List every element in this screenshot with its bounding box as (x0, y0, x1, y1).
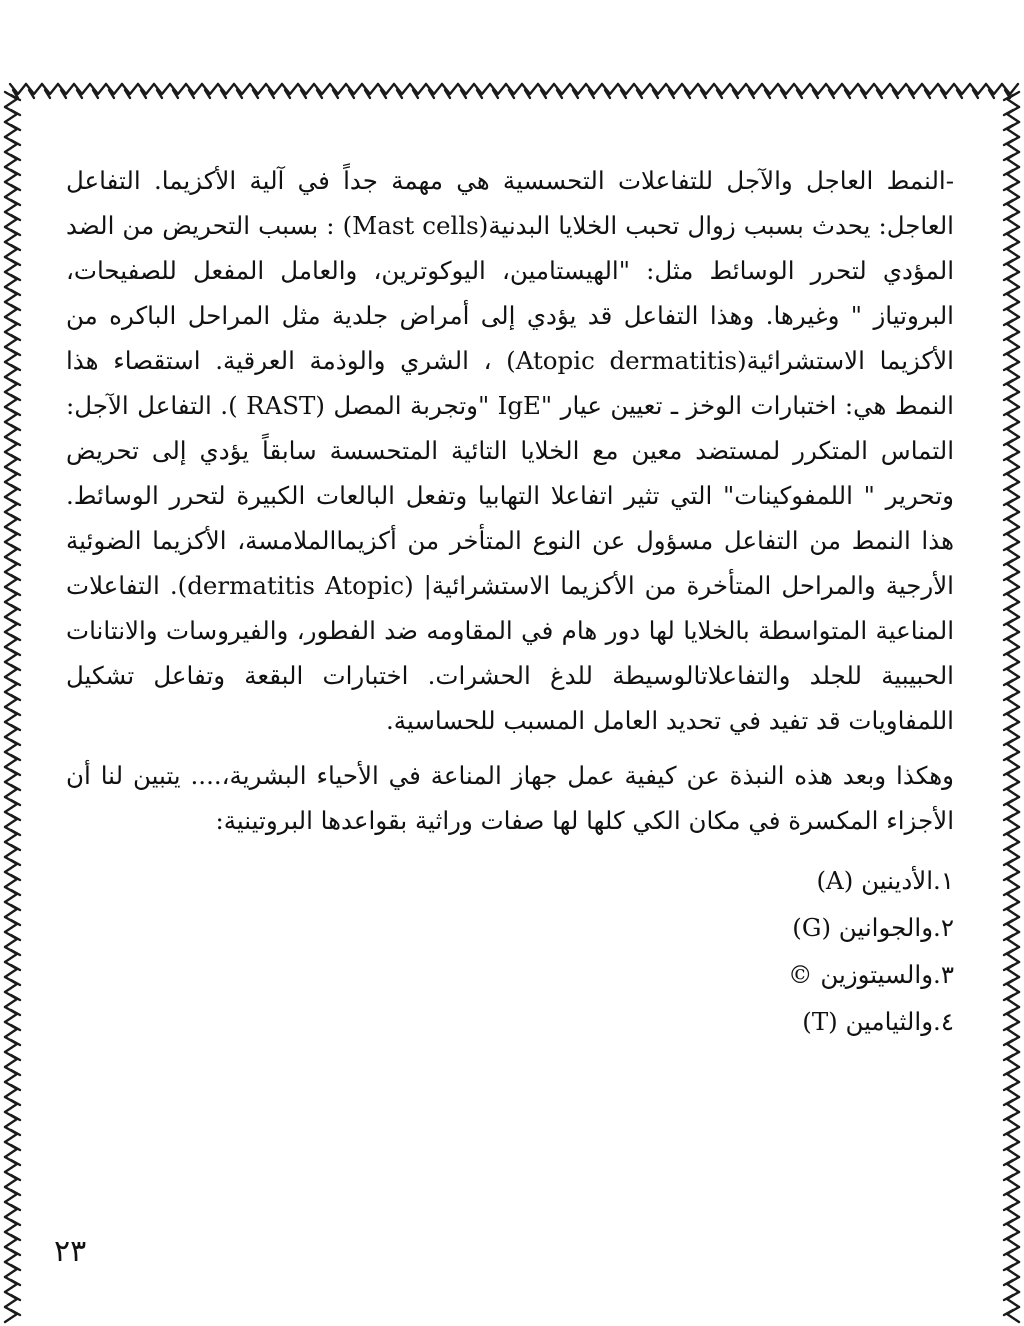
list-item (66, 951, 954, 998)
list-item (66, 857, 954, 904)
list-item-number: ٢. (933, 913, 954, 942)
list-item-text: الأدينين (A) (816, 866, 934, 895)
page-content (66, 158, 954, 1045)
list-item (66, 998, 954, 1045)
body-paragraph: -النمط العاجل والآجل للتفاعلات التحسسية هي مهمة جداً في آلية الأكزيما. التفاعل العاجل: يحدث بسبب زوال تحبب الخلايا البدنية(Mast cells) : بسبب التحريض من الضد المؤدي لتحرر الوسائط مثل: "الهيستامين، اليوكوترين، والعامل المفعل للصفيحات، البروتياز " وغيرها. وهذا التفاعل قد يؤدي إلى أمراض جلدية مثل المراحل الباكره من الأكزيما الاستشرائية(Atopic dermatitis) ، الشري والوذمة العرقية. استقصاء هذا النمط هي: اختبارات الوخز ـ تعيين عيار "IgE "وتجربة المصل (RAST ). التفاعل الآجل: التماس المتكرر لمستضد معين مع الخلايا التائية المتحسسة سابقاً يؤدي إلى تحريض وتحرير " اللمفوكينات" التي تثير اتفاعلا التهابيا وتفعل البالعات الكبيرة لتحرر الوسائط. هذا النمط من التفاعل مسؤول عن النوع المتأخر من أكزيماالملامسة، الأكزيما الضوئية الأرجية والمراحل المتأخرة من الأكزيما الاستشرائية| (dermatitis Atopic). التفاعلات المناعية المتواسطة بالخلايا لها دور هام في المقاومه ضد الفطور، والفيروسات والانتانات الحبيبية للجلد والتفاعلاتالوسيطة للدغ الحشرات. اختبارات البقعة وتفاعل تشكيل اللمفاويات قد تفيد في تحديد العامل المسبب للحساسية. (66, 166, 954, 735)
list-item-text: والسيتوزين © (788, 960, 934, 989)
conclusion-paragraph: وهكذا وبعد هذه النبذة عن كيفية عمل جهاز المناعة في الأحياء البشرية،.... يتبين لنا أن الأجزاء المكسرة في مكان الكي كلها لها صفات وراثية بقواعدها البروتينية: (66, 761, 954, 835)
list-item-number: ٤. (933, 1007, 954, 1036)
list-item-number: ١. (933, 866, 954, 895)
base-list (66, 857, 954, 1045)
list-item-text: والثيامين (T) (802, 1007, 934, 1036)
page-number: ٢٣ (54, 1234, 87, 1269)
list-item (66, 904, 954, 951)
list-item-number: ٣. (933, 960, 954, 989)
list-item-text: والجوانين (G) (792, 913, 934, 942)
